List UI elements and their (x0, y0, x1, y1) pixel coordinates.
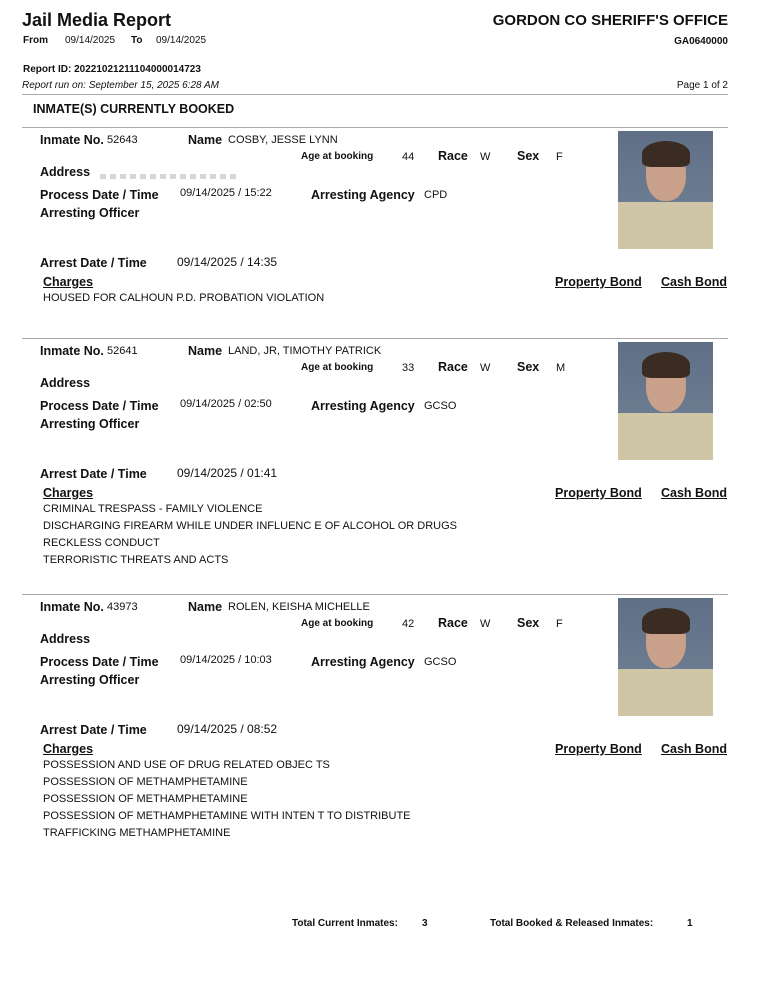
inmate-name: COSBY, JESSE LYNN (228, 134, 338, 146)
officer-label: Arresting Officer (40, 206, 140, 220)
race: W (480, 618, 491, 630)
inmate-photo (618, 131, 713, 249)
process-label: Process Date / Time (40, 655, 159, 669)
report-id: Report ID: 20221021211104000014723 (23, 64, 201, 75)
charge-item: CRIMINAL TRESPASS - FAMILY VIOLENCE (43, 503, 263, 515)
sex: F (556, 151, 563, 163)
arresting-agency: CPD (424, 189, 448, 201)
officer-label: Arresting Officer (40, 417, 140, 431)
arrest-datetime: 09/14/2025 / 14:35 (177, 255, 278, 269)
total-current-value: 3 (422, 918, 428, 929)
from-date: 09/14/2025 (65, 35, 116, 46)
age: 42 (402, 618, 415, 630)
sex-label: Sex (517, 360, 540, 374)
report-run-on: Report run on: September 15, 2025 6:28 AM (22, 80, 219, 91)
name-label: Name (188, 133, 223, 147)
race-label: Race (438, 360, 468, 374)
inmate-no-label: Inmate No. (40, 344, 104, 358)
total-released-value: 1 (687, 918, 693, 929)
page-number: Page 1 of 2 (676, 80, 728, 91)
inmate-photo (618, 598, 713, 716)
process-datetime: 09/14/2025 / 15:22 (180, 187, 272, 199)
inmate-no: 43973 (107, 601, 138, 613)
charges-label: Charges (43, 486, 94, 500)
arrest-label: Arrest Date / Time (40, 256, 147, 270)
age-label: Age at booking (301, 618, 374, 629)
property-bond-label: Property Bond (555, 275, 642, 289)
address-label: Address (40, 376, 91, 390)
agency-name: GORDON CO SHERIFF'S OFFICE (492, 12, 728, 29)
divider (22, 94, 728, 95)
to-date: 09/14/2025 (156, 35, 207, 46)
arrest-datetime: 09/14/2025 / 08:52 (177, 722, 278, 736)
age: 44 (402, 151, 415, 163)
section-title: INMATE(S) CURRENTLY BOOKED (33, 102, 235, 116)
cash-bond-label: Cash Bond (661, 275, 727, 289)
process-label: Process Date / Time (40, 188, 159, 202)
charge-item: POSSESSION OF METHAMPHETAMINE WITH INTEN T TO DISTRIBUTE (43, 810, 411, 822)
inmate-record (0, 338, 773, 588)
process-datetime: 09/14/2025 / 02:50 (180, 398, 272, 410)
agency-label: Arresting Agency (311, 655, 415, 669)
race-label: Race (438, 149, 468, 163)
age-label: Age at booking (301, 151, 374, 162)
sex-label: Sex (517, 149, 540, 163)
age: 33 (402, 362, 415, 374)
charge-item: POSSESSION OF METHAMPHETAMINE (43, 793, 248, 805)
arresting-agency: GCSO (424, 656, 457, 668)
name-label: Name (188, 600, 223, 614)
arrest-label: Arrest Date / Time (40, 723, 147, 737)
divider (22, 594, 728, 595)
charge-item: DISCHARGING FIREARM WHILE UNDER INFLUENC E OF ALCOHOL OR DRUGS (43, 520, 457, 532)
arrest-datetime: 09/14/2025 / 01:41 (177, 466, 278, 480)
from-label: From (23, 35, 48, 46)
property-bond-label: Property Bond (555, 486, 642, 500)
inmate-no-label: Inmate No. (40, 133, 104, 147)
charges-label: Charges (43, 742, 94, 756)
sex-label: Sex (517, 616, 540, 630)
cash-bond-label: Cash Bond (661, 742, 727, 756)
race: W (480, 362, 491, 374)
arresting-agency: GCSO (424, 400, 457, 412)
sex: F (556, 618, 563, 630)
process-label: Process Date / Time (40, 399, 159, 413)
charge-item: POSSESSION OF METHAMPHETAMINE (43, 776, 248, 788)
race: W (480, 151, 491, 163)
charges-label: Charges (43, 275, 94, 289)
address-label: Address (40, 632, 91, 646)
to-label: To (131, 35, 143, 46)
officer-label: Arresting Officer (40, 673, 140, 687)
agency-label: Arresting Agency (311, 188, 415, 202)
divider (22, 127, 728, 128)
cash-bond-label: Cash Bond (661, 486, 727, 500)
inmate-no: 52641 (107, 345, 138, 357)
total-released-label: Total Booked & Released Inmates: (490, 918, 654, 929)
inmate-record (0, 594, 773, 844)
age-label: Age at booking (301, 362, 374, 373)
total-current-label: Total Current Inmates: (292, 918, 398, 929)
inmate-no-label: Inmate No. (40, 600, 104, 614)
inmate-name: LAND, JR, TIMOTHY PATRICK (228, 345, 382, 357)
agency-code: GA0640000 (674, 36, 728, 47)
sex: M (556, 362, 566, 374)
agency-label: Arresting Agency (311, 399, 415, 413)
report-title: Jail Media Report (22, 10, 172, 30)
charge-item: TERRORISTIC THREATS AND ACTS (43, 554, 229, 566)
process-datetime: 09/14/2025 / 10:03 (180, 654, 272, 666)
arrest-label: Arrest Date / Time (40, 467, 147, 481)
charge-item: HOUSED FOR CALHOUN P.D. PROBATION VIOLATION (43, 292, 325, 304)
inmate-photo (618, 342, 713, 460)
race-label: Race (438, 616, 468, 630)
inmate-no: 52643 (107, 134, 138, 146)
redacted-address (100, 174, 240, 179)
name-label: Name (188, 344, 223, 358)
property-bond-label: Property Bond (555, 742, 642, 756)
charge-item: RECKLESS CONDUCT (43, 537, 160, 549)
charge-item: TRAFFICKING METHAMPHETAMINE (43, 827, 231, 839)
divider (22, 338, 728, 339)
address-label: Address (40, 165, 91, 179)
charge-item: POSSESSION AND USE OF DRUG RELATED OBJEC TS (43, 759, 330, 771)
inmate-name: ROLEN, KEISHA MICHELLE (228, 601, 370, 613)
